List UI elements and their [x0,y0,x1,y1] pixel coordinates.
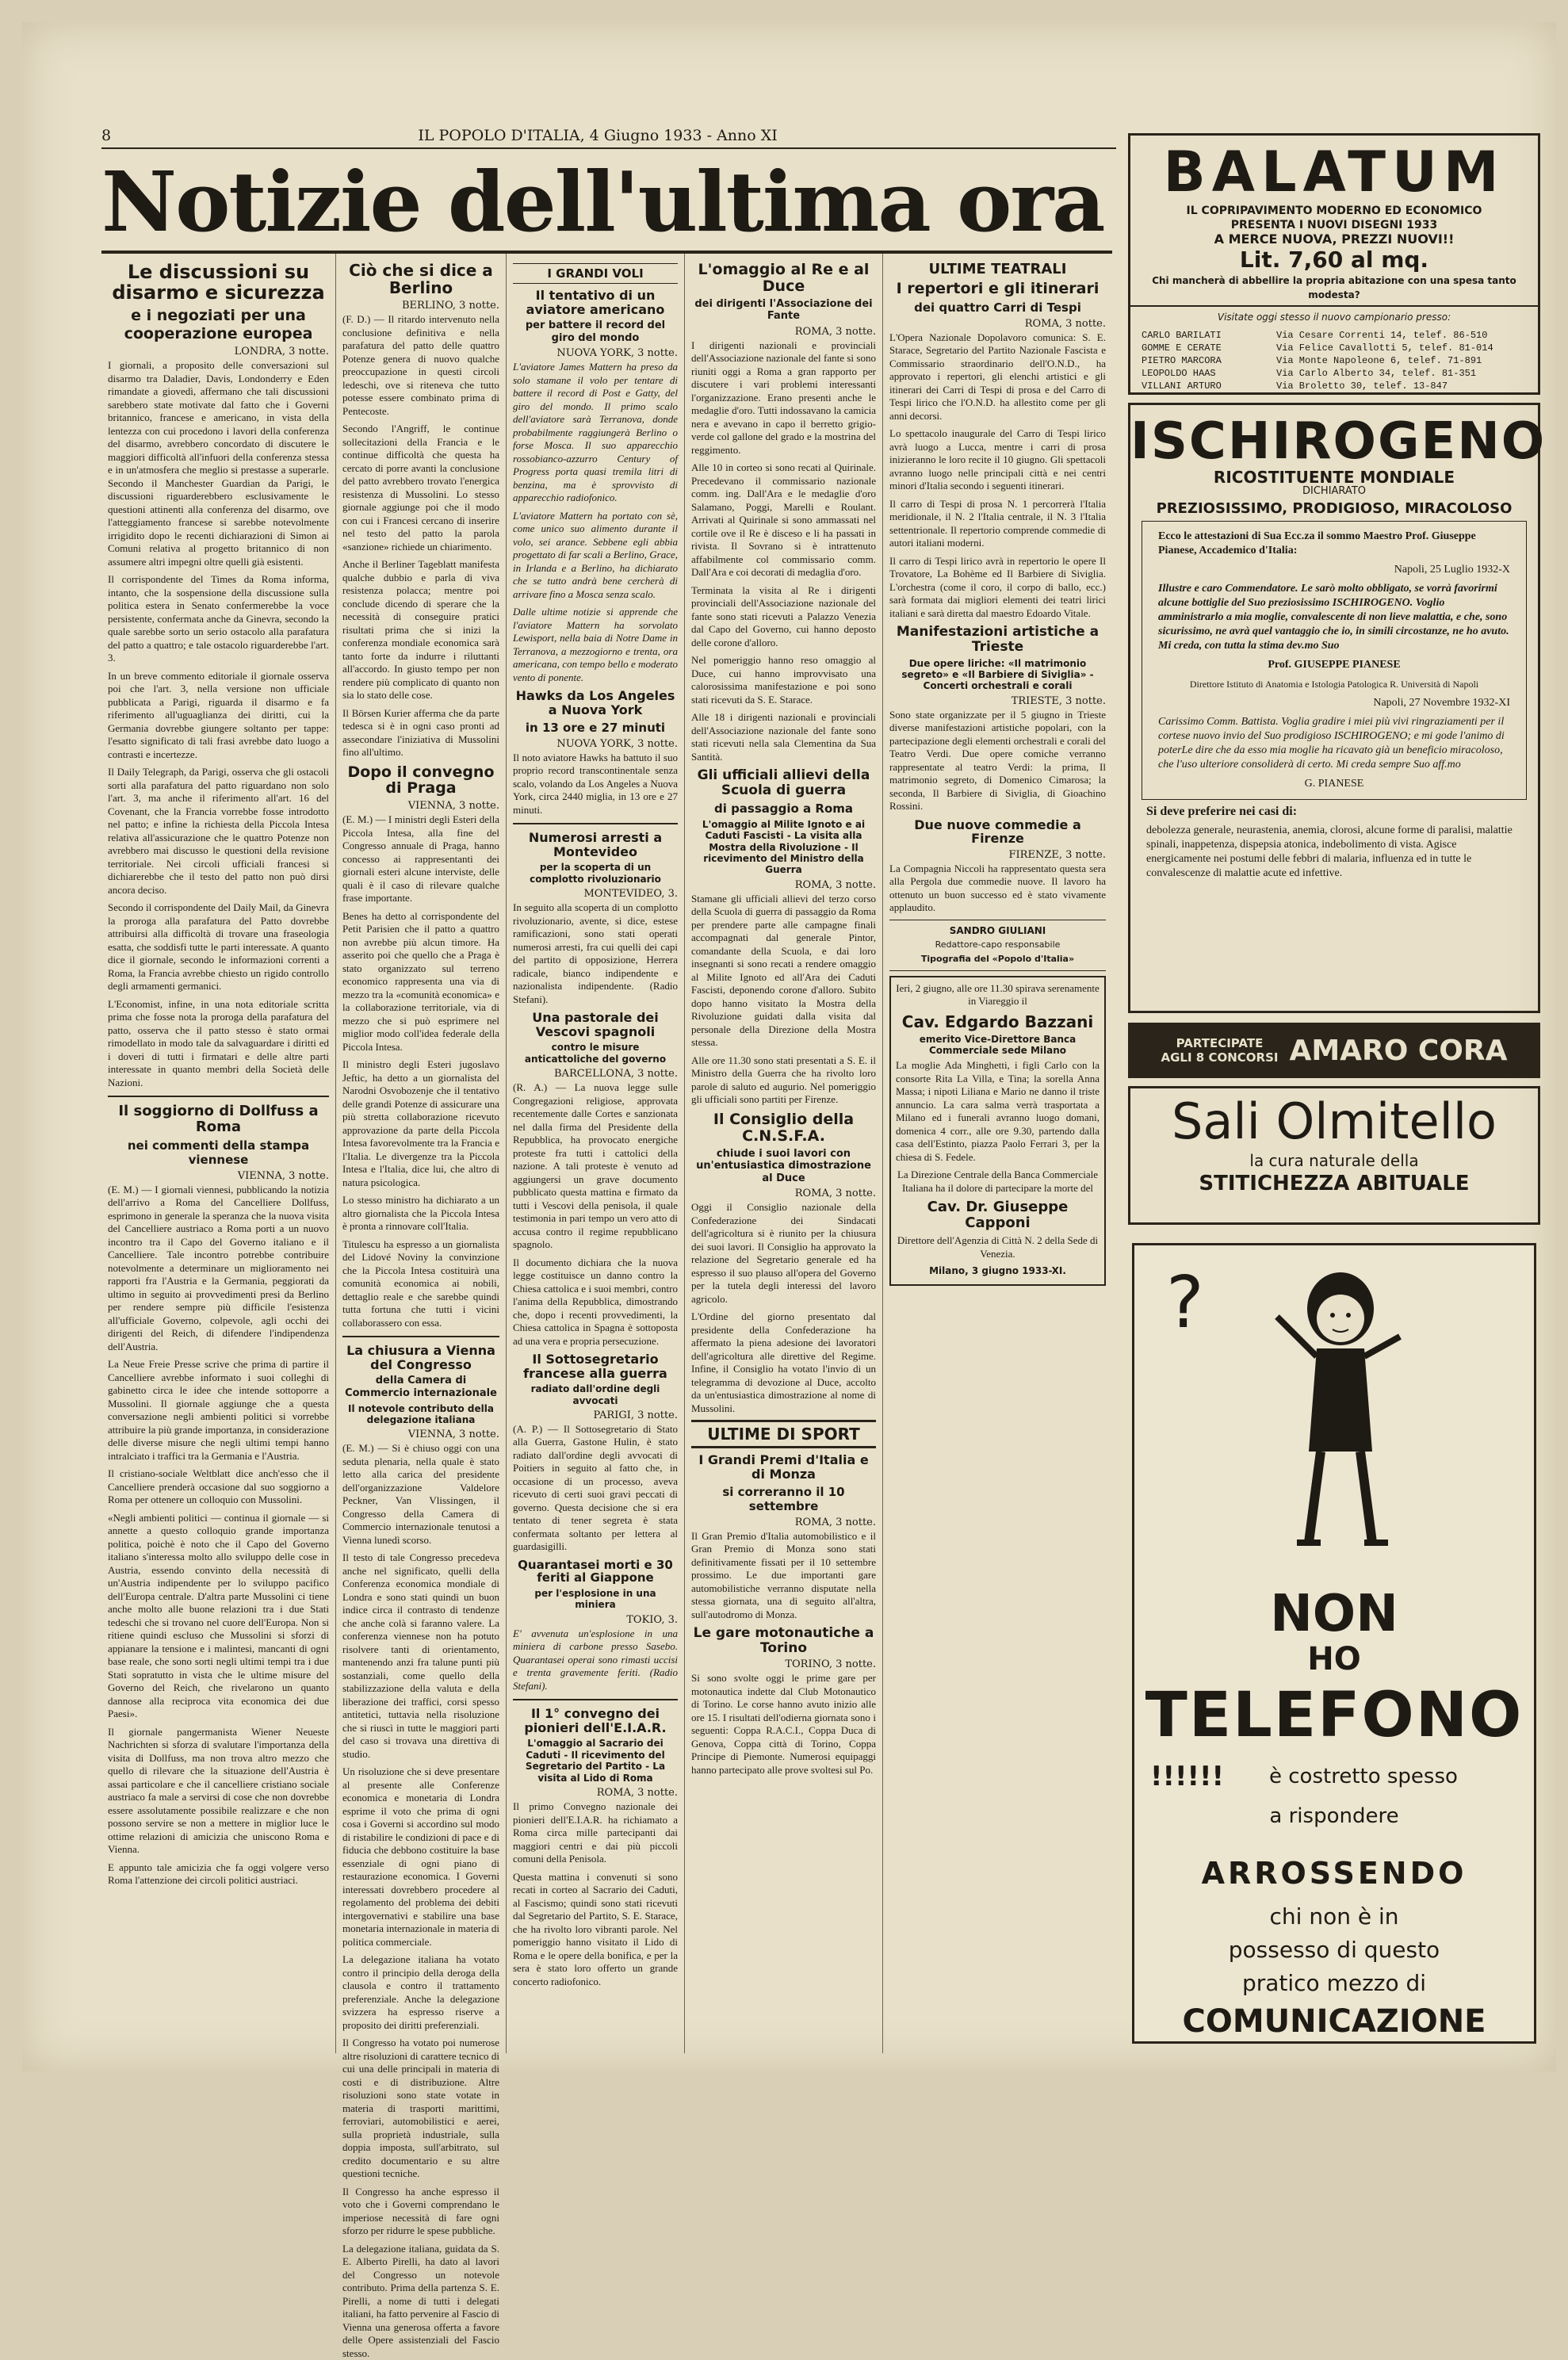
ischirogeno-logo: ISCHIROGENO [1130,412,1547,471]
telefono-line-4: possesso di questo [1228,1937,1440,1963]
column-4 [684,254,882,2053]
article-paragraph: Il testo di tale Congresso precedeva anche nel significato, quelli della Conferenza economica mondiale di Londra e sono stati quindi un buon indice circa il contrasto di tendenze che anche colà si faranno valere. La conferenza viennese non ha potuto risolvere tanti di orientamento, mantenendo anzi fra talune punti più sostanziali, come quello della stabilizzazione della valuta e della liberazione dei traffici, corsi spesso antitetici, tuttavia nella risoluzione che si riuscì in tutte le maggiori parti del caso si trovava una direttiva di studio. [342,1551,499,1760]
balatum-logo: BALATUM [1163,140,1505,205]
article-paragraph: Secondo il corrispondente del Daily Mail, da Ginevra la proroga alla parafatura del Patto dovrebbe attribuirsi alla difficoltà di trovare una fraseologia esatta, che soddisfi tutte le parti interessate. A quanto dice il giornale, secondo le informazioni correnti a Roma, la Francia avrebbe chiesto un rigido controllo degli armamenti germanici. [108,901,329,993]
headline-ultime-teatrali: ULTIME TEATRALI [928,261,1067,277]
section-grandi-voli: I GRANDI VOLI [513,263,678,284]
headline-vescovi: Una pastorale dei Vescovi spagnoli [532,1010,659,1039]
article-paragraph: L'aviatore James Mattern ha preso da solo stamane il volo per tentare di battere il record di Post e Gatty, del giro del mondo. Il primo scalo dell'aviatore sarà Terranova, donde probabilmente raggiungerà Berlino o forse Mosca. Il suo apparecchio rossobianco-azzurro Century of Progress porta quasi tremila litri di benzina, ma è sprovvisto di apparecchio radiofonico. [513,361,678,504]
article-paragraph: Il Daily Telegraph, da Parigi, osserva che gli ostacoli sorti alla parafatura del patto riguardano non solo l'art. 3, ma anche il riferimento all'art. 16 del Covenant, che la Francia vorrebbe fosse introdotto nel patto; e infine la richiesta della Piccola Intesa relativa all'assicurazione che le quattro Potenze non avrebbero mai discusso le questioni della revisione territoriale. Nei circoli ufficiali francesi si dichiarerebbe che il testo del patto non può dirsi ancora deciso. [108,766,329,896]
balatum-price: Lit. 7,60 al mq. [1239,247,1429,273]
amaro-concorsi: AGLI 8 CONCORSI [1161,1050,1279,1065]
newspaper-date-line: IL POPOLO D'ITALIA, 4 Giugno 1933 - Anno XI [418,127,778,144]
subhead-carri-tespi: dei quattro Carri di Tespi [914,300,1081,315]
balatum-line-2: PRESENTA I NUOVI DISEGNI 1933 [1230,219,1438,231]
testimony-date-2: Napoli, 27 Novembre 1932-XI [1373,697,1510,709]
headline-repertori: I repertori e gli itinerari [896,279,1100,297]
article-paragraph: L'Opera Nazionale Dopolavoro comunica: S. E. Starace, Segretario del Partito Nazionale Fascista e Commissario straordinario dell'O.N.D., ha approvato i repertori, gli elenchi artistici e gli itinerari dei Carri di Tespi di prosa e del Carro di Tespi lirico che l'O.N.D. ha allestito come per gli anni decorsi. [889,331,1106,422]
column-1 [101,254,335,2053]
article-divider [108,1096,329,1097]
amaro-brand: AMARO CORA [1289,1034,1508,1067]
ad-sali-olmitello [1128,1086,1540,1225]
sali-line-2: STITICHEZZA ABITUALE [1199,1172,1470,1195]
testimony-intro: Ecco le attestazioni di Sua Ecc.za il sommo Maestro Prof. Giuseppe Pianese, Accademico d'Italia: [1158,530,1476,557]
article-paragraph: (E. M.) — I ministri degli Esteri della Piccola Intesa, alla fine del Congresso annuale di Praga, hanno concesso ai rappresentanti dei giornali esteri alcune interviste, delle quali è il caso di rilevare qualche frase importante. [342,813,499,905]
dateline: TRIESTE, 3 notte. [1011,694,1106,707]
headline-eiar: Il 1° convegno dei pionieri dell'E.I.A.R. [524,1706,667,1735]
testimony-sign-2: G. PIANESE [1304,778,1364,790]
sali-brand: Sali Olmitello [1172,1092,1497,1150]
article-paragraph: Il ministro degli Esteri jugoslavo Jeftic, ha detto a un giornalista del Narodni Osvobozenje che il tentativo delle grandi Potenze di assicurare una più stretta collaborazione ricevuto approvazione da parte della Piccola Intesa favorevolmente tra la Francia e l'Italia. Le divergenze tra la Piccola Intesa e l'Italia, dice lui, che altro di natura psicologica. [342,1058,499,1188]
dealer-row: CARLO BARILATI Via Cesare Correnti 14, telef. 86-510 [1142,330,1488,341]
telefono-line-5: pratico mezzo di [1241,1970,1427,1996]
headline-disarmo: Le discussioni su disarmo e sicurezza [112,261,325,304]
article-paragraph: Il noto aviatore Hawks ha battuto il suo proprio record transcontinentale senza scalo, volando da Los Angeles a Nuova York, circa 2440 miglia, in 13 ore e 27 minuti. [513,751,678,816]
subhead-omaggio-re: dei dirigenti l'Associazione dei Fante [694,297,873,323]
testimony-sign-1: Prof. GIUSEPPE PIANESE [1268,659,1401,671]
dealer-row: VILLANI ARTURO Via Broletto 30, telef. 13-847 [1142,381,1448,392]
ad-ischirogeno [1128,403,1547,1013]
article-paragraph: Nel pomeriggio hanno reso omaggio al Duce, cui hanno improvvisato una calorosissima manifestazione e poi sono stati ricevuti da S. E. Starace. [691,654,876,706]
article-paragraph: La delegazione italiana ha votato contro il principio della deroga della clausola e contro il trattamento preferenziale. Anche la delegazione svizzera ha espresso riserve a proposito dei diritti preferenziali. [342,1953,499,2031]
headline-cnsfa: Il Consiglio della C.N.S.F.A. [713,1110,855,1145]
balatum-visit: Visitate oggi stesso il nuovo campionario presso: [1217,312,1451,323]
article-paragraph: Secondo l'Angriff, le continue sollecitazioni della Francia e le continue difficoltà che questa ha cercato di porre avanti la conclusione del patto avrebbero trovato l'energica resistenza di Mussolini. Lo stesso giornale aggiunge poi che il modo con cui i Francesi cercano di inserire nel testo del patto la parola «sanzione» richiede un chiarimento. [342,423,499,553]
article-paragraph: Il Börsen Kurier afferma che da parte tedesca si è in ogni caso pronti ad assecondare l'iniziativa di Mussolini fino all'ultimo. [342,706,499,758]
article-paragraph: In un breve commento editoriale il giornale osserva poi che l'art. 3, nella versione non ufficiale pubblicata a Parigi, riguarda il disarmo e fa riferimento all'uguaglianza dei diritti, cui la Germania dovrebbe giungere soltanto per tappe: l'esatto significato di tali frasi avrebbe dato luogo a contrasti e incertezze. [108,669,329,760]
headline-montevideo: Numerosi arresti a Montevideo [528,830,663,859]
ad-balatum [1128,133,1540,395]
article-paragraph: Il documento dichiara che la nuova legge costituisce un danno contro la Chiesa cattolica e i suoi membri, contro l'anima della Repubblica, dimostrando che, dopo i recenti provvedimenti, la Chiesa cattolica in Spagna è sottoposta ad una vera e propria persecuzione. [513,1256,678,1347]
headline-motonautiche: Le gare motonautiche a Torino [693,1625,874,1656]
testimony-sign-1-role: Direttore Istituto di Anatomia e Istologia Patologica R. Università di Napoli [1189,679,1479,690]
dateline: BARCELLONA, 3 notte. [554,1068,678,1080]
headline-berlino: Ciò che si dice a Berlino [349,261,493,297]
article-divider [513,823,678,824]
testimony-letter-2: Carissimo Comm. Battista. Voglia gradire i miei più vivi ringraziamenti per il cortese nuovo invio del Suo prodigioso ISCHIROGENO; e mi gode l'animo di poterLe dire che da esso mia moglie ha ricavato già un beneficio miracoloso, che l'uso ulteriore consoliderà di certo. Mi creda sempre Suo aff.mo [1158,716,1505,771]
dateline: NUOVA YORK, 3 notte. [556,737,678,750]
headline-grandi-premi: I Grandi Premi d'Italia e di Monza [698,1452,869,1482]
article-paragraph: I dirigenti nazionali e provinciali dell'Associazione nazionale del fante si sono riuniti oggi a Roma a gran rapporto per discutere i vari problemi interessanti l'organizzazione. Erano presenti anche le medaglie d'oro. Tutti indossavano la camicia nera e avevano in capo il berretto grigio-verde col gallone del grado e la mostrina del reggimento. [691,339,876,456]
article-paragraph: Lo spettacolo inaugurale del Carro di Tespi lirico avrà luogo a Lucca, mentre i carri di prosa inizieranno le loro recite il 10 giugno. Gli spettacoli avranno luogo nelle principali città e nei centri minori d'Italia secondo i seguenti itinerari. [889,427,1106,492]
obit-name-2: Cav. Dr. Giuseppe Capponi [927,1199,1069,1232]
telefono-word: TELEFONO [1145,1680,1524,1751]
dateline: TOKIO, 3. [626,1613,678,1626]
telefono-arrossendo: ARROSSENDO [1201,1856,1467,1891]
article-paragraph: La delegazione italiana, guidata da S. E. Alberto Pirelli, ha dato al lavori del Congresso un notevole contributo. Prima della partenza S. E. Pirelli, a nome di tutti i delegati italiani, ha fatto pervenire al Fascio di Vienna una generosa offerta a favore delle Opere assistenziali del Fascio stesso. [342,2242,499,2359]
article-paragraph: In seguito alla scoperta di un complotto rivoluzionario, avente, si dice, estese ramificazioni, sono stati operati numerosi arresti, fra cui quelli dei capi del partito di opposizione, Herrera radicale, bianco indipendente e nazionalista indipendente. (Radio Stefani). [513,901,678,1005]
dateline: PARIGI, 3 notte. [593,1409,678,1421]
headline-vienna-congresso: La chiusura a Vienna del Congresso [346,1343,495,1372]
article-paragraph: Il giornale pangermanista Wiener Neueste Nachrichten si sforza di svalutare l'importanza della visita di Dollfuss, ma non trova altro mezzo che quello di rilevare che la situazione dell'Austria è assai particolare e che il cancelliere cristiano sociale austriaco fa male a servirsi di cose che non dovrebbe essere assolutamente possibile realizzare e che non possono servire se non a mettere in miglior luce le ottime relazioni di amicizia che uniscono Roma e Vienna. [108,1725,329,1856]
headline-sottosegretario: Il Sottosegretario francese alla guerra [523,1352,667,1381]
balatum-line-1: IL COPRIPAVIMENTO MODERNO ED ECONOMICO [1186,205,1482,217]
dateline: ROMA, 3 notte. [794,1516,876,1528]
subhead-disarmo: e i negoziati per una cooperazione europea [124,306,313,342]
ischirogeno-claim: PREZIOSISSIMO, PRODIGIOSO, MIRACOLOSO [1156,500,1513,517]
column-5 [882,254,1112,2053]
subhead-sottosegretario: radiato dall'ordine degli avvocati [530,1383,660,1406]
subhead-dollfuss: nei commenti della stampa viennese [127,1138,310,1167]
article-paragraph: Benes ha detto al corrispondente del Petit Parisien che il patto a quattro non avrebbe più alcun timore. Ha asserito poi che quello che a Praga è stato organizzato sul terreno economico rappresenta una via di mezzo tra la «comunità economica» e la collaborazione territoriale, via di mezzo che si può esprimere nel miglior modo coll'idea federale della Piccola Intesa. [342,909,499,1053]
sali-line-1: la cura naturale della [1249,1151,1419,1170]
dateline: TORINO, 3 notte. [785,1658,876,1671]
subhead-montevideo: per la scoperta di un complotto rivoluzionario [530,862,661,885]
article-paragraph: Stamane gli ufficiali allievi del terzo corso della Scuola di guerra di passaggio da Roma per prendere parte alle campagne finali accompagnati dal generale Pintor, comandante della Scuola, e dai loro insegnanti si sono recati a rendere omaggio al Milite Ignoto ed all'Ara dei Caduti Fascisti, deponendo corone d'alloro. Subito dopo hanno visitato la Mostra della Rivoluzione guidati dalla visita dal personale della Direzione della Mostra stessa. [691,892,876,1049]
printer-name: Tipografia del «Popolo d'Italia» [920,953,1075,964]
ad-amaro-cora [1128,1023,1540,1078]
obit-body: La moglie Ada Minghetti, i figli Carlo con la consorte Rita La Villa, e Tina; la sorella Anna Massa; i nipoti Liliana e Mario ne danno il triste annuncio. La cara salma verrà trasportata a Milano ed i funerali avranno luogo domani, domenica 4 corr., alle ore 9.30, partendo dalla casa dell'Estinto, piazza Paolo Ferrari 3, per la chiesa di S. Fedele. [896,1059,1100,1163]
subhead-aviatore: per battere il record del giro del mondo [525,319,666,344]
article-paragraph: Alle 18 i dirigenti nazionali e provinciali dell'Associazione nazionale del fante sono stati ricevuti nella sala Clementina da Sua Santità. [691,711,876,763]
article-paragraph: «Negli ambienti politici — continua il giornale — si annette a questo colloquio grande importanza politica, poichè è noto che il Capo del Governo italiano s'interessa molto allo sviluppo delle cose in Austria, essendo convinto della necessità di un'Austria indipendente per lo sviluppo pacifico dell'Europa centrale. D'altra parte Mussolini ci tiene anche molto alle buone relazioni tra i due Stati tedeschi che si trovano nel cuore dell'Europa. Non si ritiene quindi escluso che Mussolini si sforzi di appianare la tensione e i malintesi, mancanti di ogni base reale, che sono sorti negli ultimi tempi tra i due Stati sopratutto in vista che le ultime misure del Governo del Reich, che rivelarono un quanto dannose alla reciproca vita economica dei due Paesi». [108,1511,329,1720]
headline-aviatore: Il tentativo di un aviatore americano [526,288,665,317]
dateline: ROMA, 3 notte. [794,878,876,891]
newspaper-page [22,22,1556,2359]
amaro-left [1161,1036,1279,1065]
subhead-grandi-premi: si correranno il 10 settembre [722,1484,845,1513]
article-paragraph: Il corrispondente del Times da Roma informa, intanto, che la sospensione della discussione sulla politica estera in Senato confermerebbe la voce persistente, confermata anche da Ginevra, secondo la quale sarebbe sorto un serio ostacolo alla parafatura del patto a quattro; e tale ostacolo riguarderebbe l'art. 3. [108,573,329,664]
article-paragraph: L'Ordine del giorno presentato dal presidente della Confederazione ha affermato la piena adesione dei lavoratori dell'agricoltura alle direttive del Regime. Infine, il Consiglio ha votato l'invio di un telegramma di devozione al Duce, accolto da un'entusiastica dimostrazione al nome di Mussolini. [691,1310,876,1414]
balatum-line-3: A MERCE NUOVA, PREZZI NUOVI!! [1214,231,1455,247]
headline-dollfuss: Il soggiorno di Dollfuss a Roma [118,1103,319,1136]
article-paragraph: Alle ore 11.30 sono stati presentati a S. E. il Ministro della Guerra che ha rivolto loro parole di saluto ed augurio. Nel pomeriggio gli ufficiali sono partiti per Firenze. [691,1054,876,1106]
headline-omaggio-re: L'omaggio al Re e al Duce [698,261,870,295]
article-paragraph: Il cristiano-sociale Weltblatt dice anch'esso che il Cancelliere prenderà occasione dal suo soggiorno a Roma per ottenere un colloquio con Mussolini. [108,1467,329,1506]
telefono-non: NON [1270,1585,1398,1643]
section-ultime-sport: ULTIME DI SPORT [691,1420,876,1448]
running-head [101,124,1116,149]
headline-scuola-guerra: Gli ufficiali allievi della Scuola di guerra [697,767,870,799]
telefono-comunicazione: COMUNICAZIONE [1182,2003,1486,2040]
telefono-question-mark: ? [1166,1261,1204,1344]
dateline: ROMA, 3 notte. [794,325,876,338]
obit-intro: Ieri, 2 giugno, alle ore 11.30 spirava serenamente in Viareggio il [896,981,1100,1008]
dateline: FIRENZE, 3 notte. [1008,848,1106,861]
article-paragraph: Sono state organizzate per il 5 giugno in Trieste diverse manifestazioni artistiche popolari, con la partecipazione degli elementi orchestrali e corali del Teatro Verdi. Due opere comiche verranno rappresentate al teatro Verdi: la prima, Il matrimonio segreto, di Domenico Cimarosa; la seconda, Il Barbiere di Siviglia, di Gioachino Rossini. [889,708,1106,813]
dateline: ROMA, 3 notte. [596,1787,678,1799]
article-paragraph: I giornali, a proposito delle conversazioni sul disarmo tra Daladier, Davis, Londonderry e Eden rimandate a giovedì, affermano che tali discussioni sarebbero state motivate dal fatto che i Governi britannico, francese e americano, in vista della lentezza con cui procedono i lavori della conferenza del disarmo, avrebbero concordato di discutere le maggiori difficoltà all'infuori della conferenza stessa e in un'atmosfera che meglio si prestasse a superarle. Secondo il Manchester Guardian da Parigi, le discussioni riguarderebbero esclusivamente le questioni attinenti alla conferenza del disarmo, ove l'atteggiamento francese si sarebbe notevolmente irrigidito dopo le recenti dichiarazioni di Simon ai Comuni relativa al progetto britannico di non assumere altri impegni oltre quelli già esistenti. [108,359,329,568]
article-paragraph: (E. M.) — I giornali viennesi, pubblicando la notizia dell'arrivo a Roma del Cancelliere Dollfuss, esprimono in generale la speranza che la nuova visita del Cancelliere austriaco a Roma porti a un nuovo incontro tra il Capo del Governo italiano e il Cancelliere. Tale incontro potrebbe contribuire notevolmente a determinare un miglioramento nei rapporti fra l'Austria e la Germania, peggiorati da ultimo in seguito ai provvedimenti presi da Berlino per rendere sempre più difficile l'esistenza all'ufficiale Governo, colpevole, agli occhi dei dirigenti del Reich, di difendere l'indipendenza dell'Austria. [108,1183,329,1352]
subhead-cnsfa: chiude i suoi lavori con un'entusiastica dimostrazione al Duce [696,1147,871,1184]
editor-role: Redattore-capo responsabile [935,939,1061,951]
article-paragraph: Un risoluzione che si deve presentare al presente alle Conferenze economica e monetaria di Londra esprime il voto che prima di ogni cosa i Governi si accordino sul modo di ristabilire le condizioni di pace e di fiducia che debbono costituire la base essenziale di ogni piano di restaurazione economica. I Governi interessati dovrebbero procedere al regolamento del problema dei debiti intergovernativi e stabilire una base monetaria internazionale in materia di politica commerciale. [342,1765,499,1948]
obit-role: emerito Vice-Direttore Banca Commerciale sede Milano [919,1033,1077,1057]
article-paragraph: (E. M.) — Si è chiuso oggi con una seduta plenaria, nella quale è stato letto alla carica del presidente dell'organizzazione Valdelore Peckner, Van Vlissingen, il Congresso della Camera di Commercio internazionale tenutosi a Vienna lunedì scorso. [342,1442,499,1546]
article-paragraph: Il Congresso ha anche espresso il voto che i Governi comprendano le imperiose necessità di fare ogni sforzo per ridurre le spese pubbliche. [342,2185,499,2237]
dateline: VIENNA, 3 notte. [407,800,499,813]
article-paragraph: La Compagnia Niccoli ha rappresentato questa sera alla Pergola due commedie nuove. Il lavoro ha ottenuto un buon successo ed è stato vivamente applaudito. [889,862,1106,914]
article-paragraph: (R. A.) — La nuova legge sulle Congregazioni religiose, approvata recentemente dalle Cortes e sanzionata nel dalla firma del Presidente della Repubblica, ha provocato energiche proteste fra tutti i cattolici della nazione. A tali proteste è venuto ad aggiungersi un grave documento pubblicato questa mattina e firmato da tutti i Vescovi della penisola, il quale testimonia in pari tempo un vero atto di accusa contro il regime repubblicano spagnolo. [513,1081,678,1250]
article-paragraph: Il carro di Tespi lirico avrà in repertorio le opere Il Trovatore, La Bohème ed Il Barbiere di Siviglia. L'orchestra (come il coro, il corpo di ballo, ecc.) sarà formata dai migliori elementi dei teatri lirici italiani e sarà diretta dal maestro Edoardo Vitale. [889,554,1106,619]
dealer-row: PIETRO MARCORA Via Monte Napoleone 6, telef. 71-891 [1142,355,1482,366]
dateline: MONTEVIDEO, 3. [583,888,678,901]
headline-firenze: Due nuove commedie a Firenze [914,817,1081,847]
amaro-partecipate: PARTECIPATE [1176,1036,1264,1050]
dateline: NUOVA YORK, 3 notte. [556,347,678,360]
dealer-row: LEOPOLDO HAAS Via Carlo Alberto 34, telef. 81-351 [1142,368,1477,379]
obit-role-2: Direttore dell'Agenzia di Città N. 2 della Sede di Venezia. [897,1234,1099,1260]
dateline: VIENNA, 3 notte. [407,1429,499,1441]
article-paragraph: Oggi il Consiglio nazionale della Confederazione dei Sindacati dell'agricoltura si è riunito per la chiusura dei suoi lavori. Il Consiglio ha approvato la relazione del Segretario generale ed ha espresso il suo plauso all'opera del Governo per la tutela degli interessi del lavoro agricolo. [691,1201,876,1305]
subhead-scuola-guerra: di passaggio a Roma [713,801,854,816]
ischirogeno-declared: DICHIARATO [1302,485,1366,497]
telefono-ho: HO [1307,1641,1361,1677]
imprint-box [889,920,1106,971]
article-paragraph: Dalle ultime notizie si apprende che l'aviatore Mattern ha sorvolato Lewisport, nella baia di Notre Dame in Terranova, a mezzogiorno e trenta, ora americana, con tempo bello e moderato vento di ponente. [513,606,678,683]
subhead-eiar: L'omaggio al Sacrario dei Caduti - Il ricevimento del Segretario del Partito - La visita al Lido di Roma [525,1738,666,1784]
subhead-giappone: per l'esplosione in una miniera [534,1587,656,1611]
article-paragraph: E' avvenuta un'esplosione in una miniera di carbone presso Sasebo. Quarantasei operai sono rimasti uccisi e trenta gravemente feriti. (Radio Stefani). [513,1627,678,1692]
article-divider [342,1336,499,1337]
article-paragraph: Titulescu ha espresso a un giornalista del Lidové Noviny la convinzione che la Piccola Intesa costituirà una comunità economica ai nobili, dettaglio reale e che sarebbe quindi tutta fortuna che tutti i vicini collaborassero con essa. [342,1237,499,1329]
subhead-vescovi: contro le misure anticattoliche del governo [524,1042,667,1065]
editor-name: SANDRO GIULIANI [949,924,1046,936]
telefono-line-1: è costretto spesso [1269,1765,1458,1788]
article-paragraph: Il Gran Premio d'Italia automobilistico e il Gran Premio di Monza sono stati definitivamente fissati per il 10 settembre prossimo. Le due importanti gare automobilistiche verranno disputate nella stessa giornata, una di seguito all'altra, sull'autodromo di Monza. [691,1529,876,1620]
article-paragraph: Lo stesso ministro ha dichiarato a un altro giornalista che la Piccola Intesa è pronta a rinnovare coll'Italia. [342,1194,499,1233]
subhead-delegazione: Il notevole contributo della delegazione italiana [348,1402,494,1426]
headline-giappone: Quarantasei morti e 30 feriti al Giappone [518,1557,673,1585]
man-illustration-icon [1253,1269,1428,1555]
dealer-row: GOMME E CERATE Via Felice Cavallotti 5, telef. 81-014 [1142,342,1493,354]
article-paragraph: Il Congresso ha votato poi numerose altre risoluzioni di carattere tecnico di cui una delle principali in materia di costi e di distribuzione. Altre risoluzioni sono state votate in materia di trasporti marittimi, ferroviari, automobilistici e aerei, sulla proprietà industriale, sulla doppia imposta, sull'arbitrato, sul credito documentario e su altre questioni tecniche. [342,2037,499,2180]
headline-hawks: Hawks da Los Angeles a Nuova York [515,688,675,717]
balatum-dealer-list [1142,329,1527,392]
article-paragraph: (F. D.) — Il ritardo intervenuto nella conclusione definitiva e nella parafatura del patto delle quattro Potenze genera di nuovo qualche preoccupazione in questi circoli ledeschi, ove si riteneva che tutto potesse essere combinato prima di Pentecoste. [342,313,499,417]
article-paragraph: Alle 10 in corteo si sono recati al Quirinale. Precedevano il commissario nazionale comm. ing. Dall'Ara e le medaglie d'oro Salamano, Poggi, Marelli e Roulant. Arrivati al Quirinale si sono ammassati nel cortile ove il Re è disceso e li ha passati in rivista. Il Sovrano si è intrattenuto affabilmente col commissario comm. Dall'Ara e coi decorati di medaglia d'oro. [691,461,876,579]
obituary-box [889,976,1106,1287]
ischirogeno-prefer: Si deve preferire nei casi di: [1146,805,1298,818]
ad-telefono [1132,1243,1536,2044]
article-paragraph: L'aviatore Mattern ha portato con sè, come unico suo alimento durante il volo, sei arance. Sebbene egli abbia progettato di far scali a Berlino, Grace, in Irlanda e a Berlino, ha dichiarato che se tutto andrà bene cercherà di arrivare fino a Mosca senza scalo. [513,509,678,600]
article-paragraph: E appunto tale amicizia che fa oggi volgere verso Roma l'attenzione dei circoli politici austriaci. [108,1861,329,1887]
dateline: ROMA, 3 notte. [794,1188,876,1200]
ischirogeno-tagline: RICOSTITUENTE MONDIALE [1213,468,1455,487]
dateline: LONDRA, 3 notte. [234,346,329,358]
headline-trieste: Manifestazioni artistiche a Trieste [896,624,1100,655]
headline-praga: Dopo il convegno di Praga [347,763,495,798]
ischirogeno-cases: debolezza generale, neurastenia, anemia, clorosi, alcune forme di paralisi, malattie spinali, inappetenza, dispepsia atonica, indebolimento di vista. Agisce energicamente nei postumi delle febbri di malaria, influenza ed in tutte le convalescenze di malattie acute ed infettive. [1146,824,1513,879]
column-3 [506,254,684,2053]
article-paragraph: Anche il Berliner Tageblatt manifesta qualche dubbio e parla di viva resistenza polacca; mentre poi conclude dicendo di sperare che la necessità di conseguire pratici risultati prima che si inizi la conferenza mondiale economica sarà tanto forte da indurre i riluttanti all'accordo. In giusto tempo per non rendere più complicato di quanto non sia lo stato delle cose. [342,558,499,701]
article-divider [513,1699,678,1700]
balatum-slogan: Chi mancherà di abbellire la propria abitazione con una spesa tanto modesta? [1130,273,1538,307]
telefono-exclaim: !!!!!! [1150,1761,1225,1792]
testimony-date-1: Napoli, 25 Luglio 1932-X [1394,564,1510,576]
dateline: BERLINO, 3 notte. [401,300,499,312]
column-2 [335,254,506,2359]
testimony-box [1142,521,1527,800]
telefono-line-3: chi non è in [1269,1903,1399,1930]
subhead-milite-ignoto: L'omaggio al Milite Ignoto e ai Caduti Fascisti - La visita alla Mostra della Rivoluzione - Il ricevimento del Ministro della Guerra [702,818,866,876]
dateline: ROMA, 3 notte. [1024,317,1106,330]
subhead-trieste: Due opere liriche: «Il matrimonio segreto» e «Il Barbiere di Siviglia» - Concerti orchestrali e corali [901,657,1094,692]
article-paragraph: L'Economist, infine, in una nota editoriale scritta prima che fosse nota la proroga della parafatura del patto, osserva che il patto stesso è stato ormai rimodellato in modo tale da salvaguardare i diritti ed i doveri di tutti i firmatari e delle altre parti interessate in quanto membri della Società delle Nazioni. [108,997,329,1088]
testimony-letter-1: Illustre e caro Commendatore. Le sarò molto obbligato, se vorrà favorirmi alcune bottiglie del Suo preziosissimo ISCHIROGENO. Voglio amministrarlo a mia moglie, convalescente di non lieve malattia, e che, sono sicurissimo, ne avrà quel vantaggio che io, in simili circostanze, ne ho avuto. Mi creda, con tutta la stima dev.mo Suo [1158,583,1509,652]
subhead-hawks: in 13 ore e 27 minuti [525,720,666,735]
article-paragraph: La Neue Freie Presse scrive che prima di partire il Cancelliere avrebbe informato i suoi colleghi di gabinetto circa le idee che intende sottoporre a Mussolini. Il giornale aggiunge che a questa conversazione negli ambienti politici si vorrebbe attribuire la più grande importanza, in considerazione delle diverse misure che negli ultimi tempi hanno intralciato i traffici tra la Germania e l'Austria. [108,1358,329,1462]
article-paragraph: Il carro di Tespi di prosa N. 1 percorrerà l'Italia meridionale, il N. 2 l'Italia centrale, il N. 3 l'Italia settentrionale. Il repertorio comprende commedie di autori italiani moderni. [889,497,1106,549]
article-paragraph: Questa mattina i convenuti si sono recati in corteo al Sacrario dei Caduti, al Fascismo; quindi sono stati ricevuti dal Segretario del Partito, S. E. Starace, che ha rivolto loro vibranti parole. Nel pomeriggio hanno visitato il Lido di Roma e le opere della bonifica, e per la sera è stato loro offerto un grande concerto radiofonico. [513,1870,678,1987]
page-number: 8 [101,127,112,144]
telefono-line-2: a rispondere [1269,1804,1399,1828]
article-paragraph: Il primo Convegno nazionale dei pionieri dell'E.I.A.R. ha richiamato a Roma circa mille partecipanti dai maggiori centri e dai più piccoli comuni della Penisola. [513,1800,678,1865]
dateline: VIENNA, 3 notte. [237,1169,329,1182]
obit-bank: La Direzione Centrale della Banca Commerciale Italiana ha il dolore di partecipare la morte del [897,1169,1099,1194]
subhead-vienna-congresso: della Camera di Commercio internazionale [345,1375,497,1400]
article-paragraph: Si sono svolte oggi le prime gare per motonautica indette dal Club Motonautico di Torino. Le corse hanno avuto inizio alle ore 15. I risultati dell'odierna giornata sono i seguenti: Coppa R.A.C.I., Coppa Duca di Genova, Coppa città di Torino, Coppa Principe di Piemonte. Numerosi equipaggi hanno partecipato alle prove svoltesi sul Po. [691,1672,876,1776]
obit-name: Cav. Edgardo Bazzani [901,1012,1094,1031]
section-masthead: Notizie dell'ultima ora [101,153,1104,251]
article-paragraph: Terminata la visita al Re i dirigenti provinciali dell'Associazione nazionale del fante sono stati ricevuti a Palazzo Venezia dal Capo del Governo, cui hanno deposto delle corone d'alloro. [691,583,876,648]
obit-date: Milano, 3 giugno 1933-XI. [929,1265,1066,1277]
article-paragraph: (A. P.) — Il Sottosegretario di Stato alla Guerra, Gastone Hulin, è stato radiato dall'ordine degli avvocati di Poitiers in seguito al fatto che, in occasione di un processo, aveva ricevuto di certi suoi gravi peccati di governo. Questa decisione che si era tentato di tener segreta è stata confermata soltanto per lettera al guardasigilli. [513,1422,678,1553]
